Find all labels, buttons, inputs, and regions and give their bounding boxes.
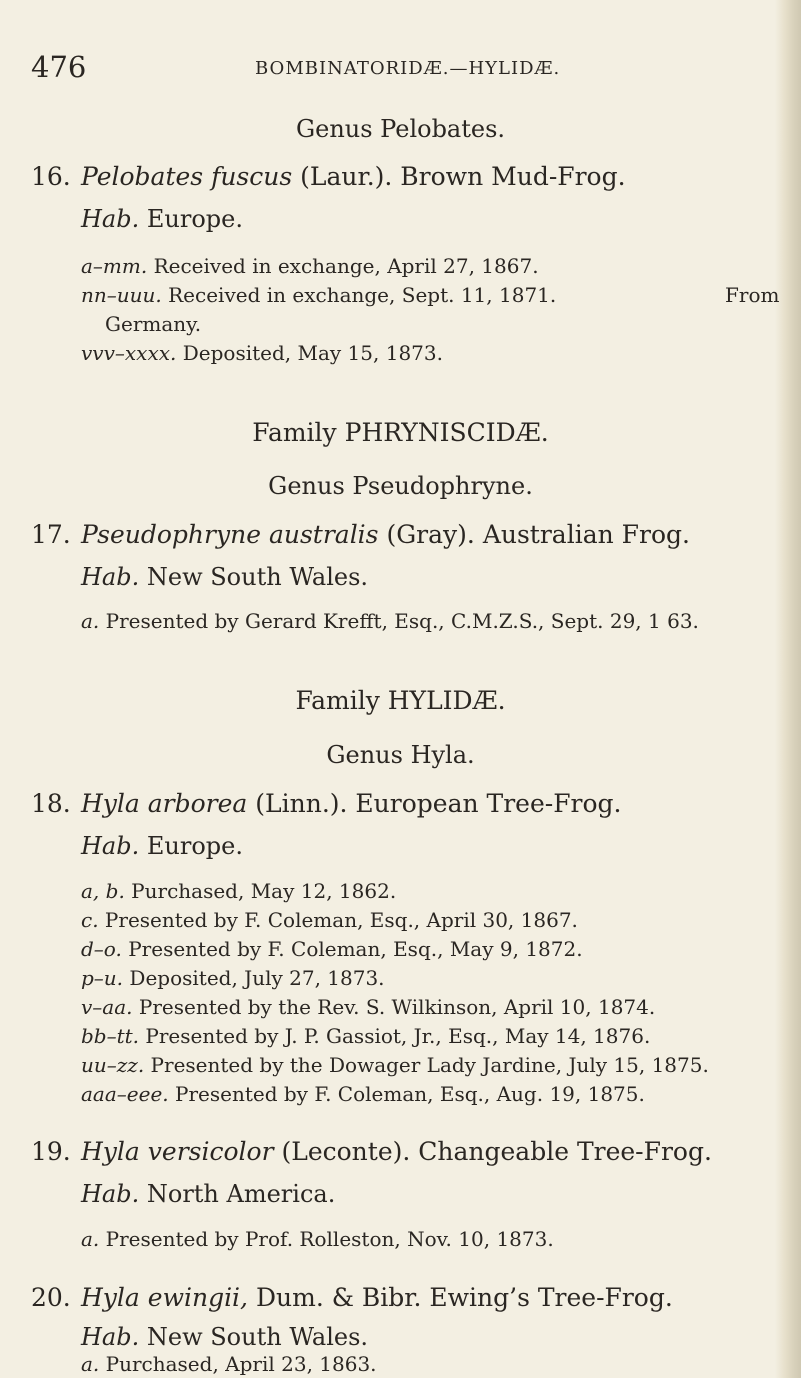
specimen-line [81,1082,645,1106]
entry-19-title [31,1137,712,1166]
species-authority-common-name: (Leconte). Changeable Tree-Frog. [273,1137,712,1166]
species-name: Pseudophryne australis [81,520,379,549]
hab-label: Hab. [81,1180,140,1208]
specimen-line [81,1352,377,1376]
specimen-key: a. [81,609,100,633]
specimen-line [81,995,655,1019]
family-heading-phryniscidae: Family PHRYNISCIDÆ. [252,418,549,447]
specimen-text: Presented by Gerard Krefft, Esq., C.M.Z.S., Sept. 29, 1 63. [99,609,699,633]
specimen-line [81,609,699,633]
specimen-continuation: Germany. [105,312,202,336]
specimen-line [81,283,556,307]
specimen-line [81,1227,554,1251]
hab-label: Hab. [81,832,140,860]
entry-number: 20. [31,1283,71,1312]
specimen-key: uu–zz. [81,1053,145,1077]
specimen-key: bb–tt. [81,1024,140,1048]
entry-19-habitat [81,1180,335,1208]
entry-16-habitat [81,205,243,233]
entry-18-title [31,789,622,818]
specimen-text: Presented by F. Coleman, Esq., Aug. 19, 1875. [168,1082,645,1106]
hab-text: North America. [139,1180,336,1208]
entry-20-title [31,1283,673,1312]
family-heading-hylidae: Family HYLIDÆ. [295,686,506,715]
hab-label: Hab. [81,563,140,591]
specimen-key: v–aa. [81,995,133,1019]
running-head: BOMBINATORIDÆ.—HYLIDÆ. [255,58,561,79]
species-authority-common-name: Dum. & Bibr. Ewing’s Tree-Frog. [248,1283,673,1312]
hab-text: Europe. [139,205,243,233]
specimen-line [81,1053,709,1077]
entry-16-title [31,162,626,191]
specimen-line [81,341,443,365]
specimen-key: nn–uuu. [81,283,162,307]
specimen-line [81,937,583,961]
species-authority-common-name: (Laur.). Brown Mud-Frog. [292,162,626,191]
specimen-line [81,908,578,932]
specimen-key: aaa–eee. [81,1082,169,1106]
specimen-line [81,879,396,903]
specimen-line-end: From [725,283,780,307]
specimen-text: Presented by F. Coleman, Esq., May 9, 1872. [121,937,583,961]
species-name: Pelobates fuscus [81,162,293,191]
page-number: 476 [31,50,87,84]
specimen-line [81,254,539,278]
entry-number: 19. [31,1137,71,1166]
entry-20-habitat [81,1323,368,1351]
specimen-key: a. [81,1352,100,1376]
entry-number: 17. [31,520,71,549]
specimen-key: a–mm. [81,254,148,278]
entry-number: 18. [31,789,71,818]
entry-number: 16. [31,162,71,191]
specimen-key: d–o. [81,937,122,961]
specimen-line [81,966,385,990]
entry-17-title [31,520,690,549]
specimen-text: Deposited, July 27, 1873. [123,966,385,990]
hab-label: Hab. [81,205,140,233]
hab-label: Hab. [81,1323,140,1351]
genus-heading-pseudophryne: Genus Pseudophryne. [268,472,533,500]
genus-heading-pelobates: Genus Pelobates. [295,115,506,143]
genus-heading-hyla: Genus Hyla. [326,741,475,769]
specimen-text: Presented by the Dowager Lady Jardine, July 15, 1875. [144,1053,709,1077]
specimen-text: Presented by F. Coleman, Esq., April 30, 1867. [98,908,578,932]
hab-text: Europe. [139,832,243,860]
specimen-text: Presented by the Rev. S. Wilkinson, April 10, 1874. [132,995,656,1019]
species-name: Hyla arborea [81,789,248,818]
species-authority-common-name: (Linn.). European Tree-Frog. [247,789,622,818]
species-name: Hyla ewingii, [81,1283,249,1312]
specimen-text: Received in exchange, April 27, 1867. [147,254,539,278]
specimen-key: p–u. [81,966,124,990]
entry-18-habitat [81,832,243,860]
specimen-key: c. [81,908,99,932]
hab-text: New South Wales. [139,1323,369,1351]
specimen-text: Purchased, April 23, 1863. [99,1352,377,1376]
specimen-key: a. [81,1227,100,1251]
specimen-text: Received in exchange, Sept. 11, 1871. [161,283,557,307]
specimen-text: Deposited, May 15, 1873. [176,341,443,365]
specimen-line [81,1024,650,1048]
species-authority-common-name: (Gray). Australian Frog. [378,520,690,549]
specimen-text: Presented by J. P. Gassiot, Jr., Esq., May 14, 1876. [139,1024,651,1048]
entry-17-habitat [81,563,368,591]
specimen-text: Presented by Prof. Rolleston, Nov. 10, 1873. [99,1227,554,1251]
specimen-key: vvv–xxxx. [81,341,177,365]
hab-text: New South Wales. [139,563,369,591]
species-name: Hyla versicolor [81,1137,274,1166]
specimen-key: a, b. [81,879,125,903]
specimen-text: Purchased, May 12, 1862. [124,879,397,903]
